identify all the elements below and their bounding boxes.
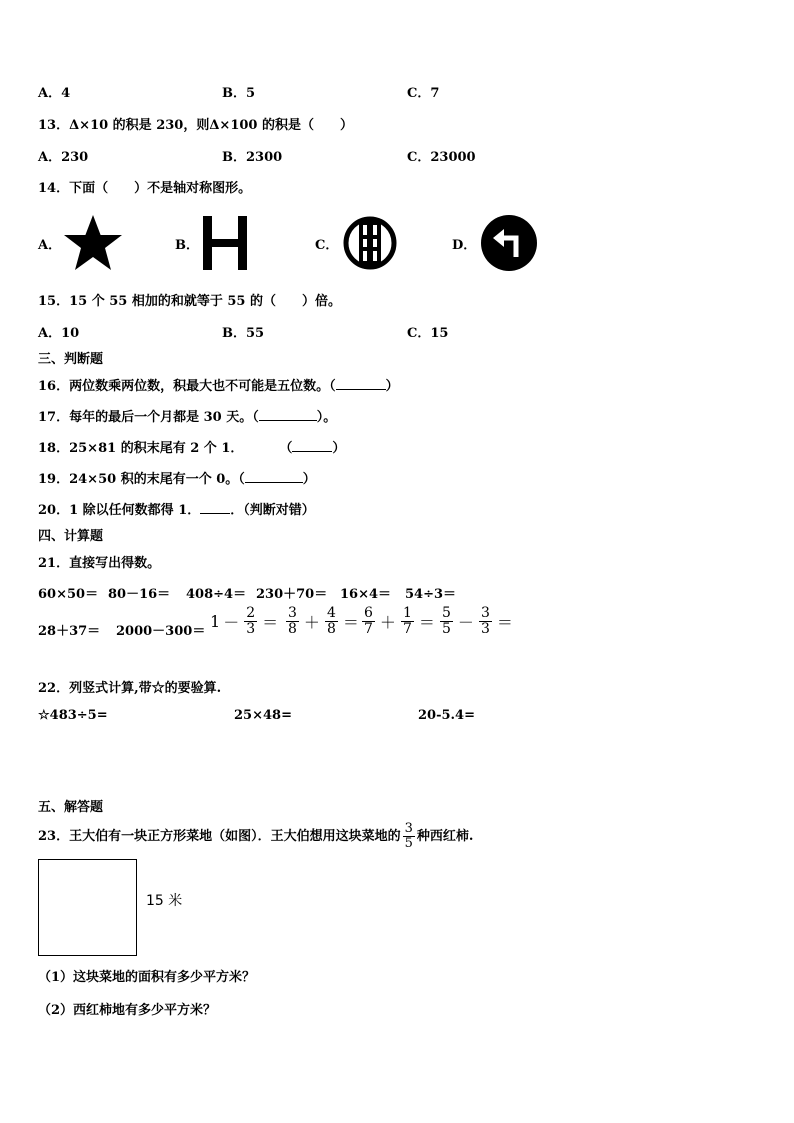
close-paren: ） [385,379,399,394]
sub-question-2: （2）西红柿地有多少平方米？ [38,1003,217,1018]
question-18 [38,437,345,456]
option-b[interactable]: B．2300 [222,150,283,165]
fraction-expression: 1 － $\frac{2}{3}$ ＝ [210,605,279,637]
close-paren: ）。 [316,410,337,425]
question-text: 20．1 除以任何数都得 1． [38,503,201,518]
bank-logo-icon [342,215,398,271]
question-13-stem: 13．Δ×10 的积是 230，则Δ×100 的积是（ ） [38,118,353,133]
option-a[interactable]: A．10 [38,326,80,341]
option-c[interactable]: C．23000 [407,150,476,165]
answer-blank[interactable] [336,389,386,390]
calc-item: 25×48= [234,708,292,723]
left-turn-sign-icon [480,214,538,272]
question-15-stem: 15．15 个 55 相加的和就等于 55 的（ ）倍。 [38,294,341,309]
question-text: 16．两位数乘两位数，积最大也不可能是五位数。（ [38,379,336,394]
answer-blank[interactable] [292,451,332,452]
section-title: 三、判断题 [38,352,104,367]
option-c[interactable]: C． [315,238,339,253]
option-a[interactable]: A．4 [38,86,71,101]
question-17 [38,406,336,425]
calc-item: 230＋70＝ [256,587,328,602]
side-length-label: 15 米 [146,893,183,909]
fraction-expression: $\frac{5}{5}$ － $\frac{3}{3}$ ＝ [442,605,513,637]
option-c[interactable]: C．15 [407,326,449,341]
calc-item: 28＋37＝ [38,624,101,639]
section-title: 五、解答题 [38,800,104,815]
open-paren: （ [279,441,293,456]
option-a[interactable]: A． [38,238,62,253]
answer-blank[interactable] [245,482,303,483]
close-paren: ） [302,472,316,487]
question-text: 17．每年的最后一个月都是 30 天。（ [38,410,259,425]
calc-item: 408÷4＝ [186,587,247,602]
calc-item: 60×50＝ [38,587,99,602]
answer-blank[interactable] [259,420,317,421]
option-b[interactable]: B．5 [222,86,256,101]
option-a[interactable]: A．230 [38,150,89,165]
section-title: 四、计算题 [38,529,104,544]
sub-question-1: （1）这块菜地的面积有多少平方米？ [38,970,256,985]
option-d[interactable]: D． [452,238,477,253]
question-text: 18．25×81 的积末尾有 2 个 1． [38,441,244,456]
star-icon [62,214,124,272]
question-16 [38,375,399,394]
question-22-stem: 22．列竖式计算,带☆的要验算. [38,681,222,696]
calc-item: 80－16＝ [108,587,171,602]
question-23-stem: 23．王大伯有一块正方形菜地（如图）．王大伯想用这块菜地的 $\frac{3}{5}$ 种西红柿. [38,821,474,851]
calc-item: 20-5.4= [418,708,475,723]
question-20 [38,499,315,518]
option-b[interactable]: B．55 [222,326,265,341]
question-14-stem: 14．下面（ ）不是轴对称图形。 [38,181,252,196]
answer-blank[interactable] [200,513,230,514]
letter-h-icon [203,216,247,270]
fraction-expression: $\frac{6}{7}$ ＋ $\frac{1}{7}$ ＝ [364,605,435,637]
calc-item: 2000－300＝ [116,624,206,639]
calc-item: 54÷3＝ [405,587,457,602]
option-b[interactable]: B． [175,238,199,253]
question-suffix: ．（判断对错） [230,503,315,518]
question-19 [38,468,316,487]
option-c[interactable]: C．7 [407,86,440,101]
question-21-stem: 21．直接写出得数。 [38,556,161,571]
calc-item: ☆483÷5= [38,708,108,723]
calc-item: 16×4＝ [340,587,392,602]
fraction-expression: $\frac{3}{8}$ ＋ $\frac{4}{8}$ ＝ [288,605,359,637]
square-plot-figure [38,859,137,956]
question-text: 19．24×50 积的末尾有一个 0。（ [38,472,245,487]
close-paren: ） [332,441,346,456]
